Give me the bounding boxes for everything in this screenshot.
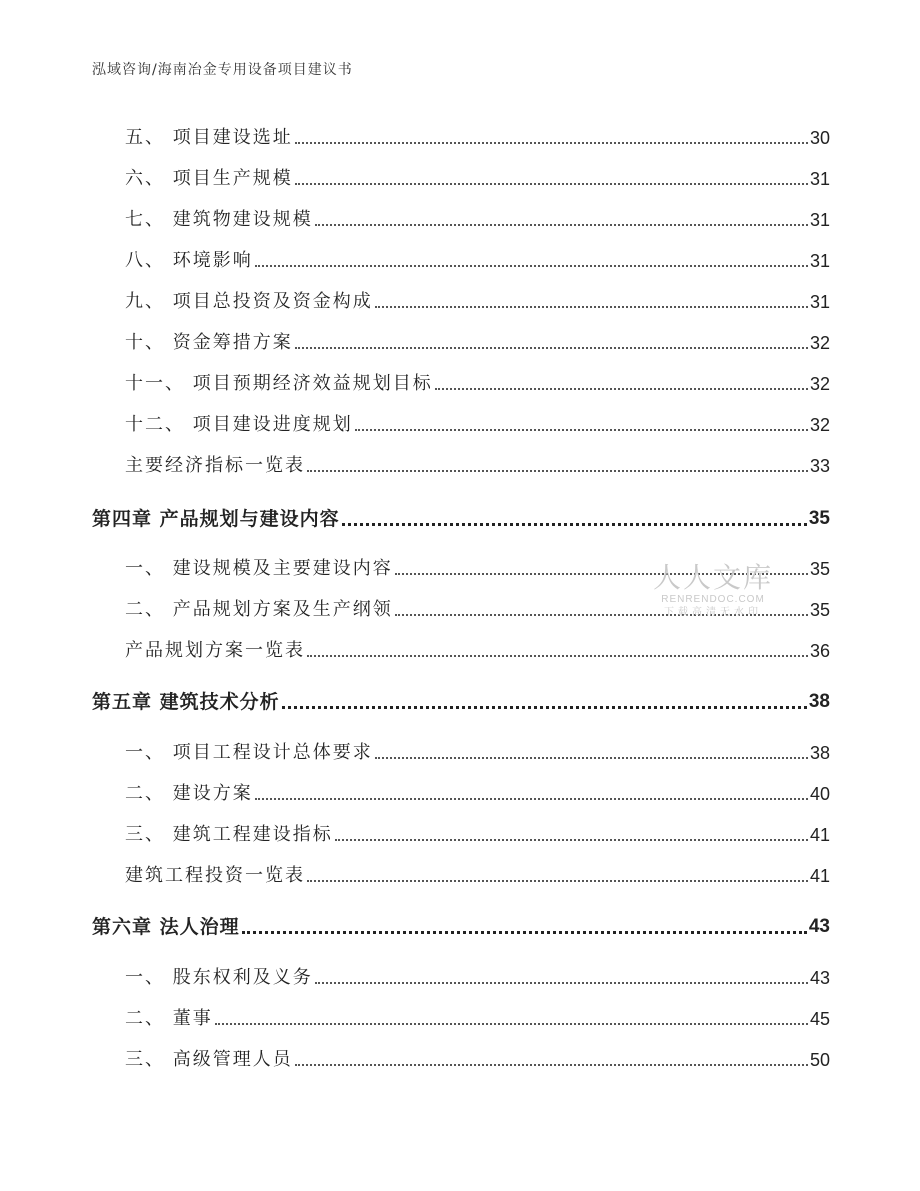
toc-chapter-page: 35 <box>808 508 830 529</box>
dot-leader <box>375 305 808 308</box>
toc-entry-page: 35 <box>809 559 830 579</box>
toc-entry-label: 三、 高级管理人员 <box>125 1049 293 1070</box>
toc-entry-shareholder-rights[interactable] <box>92 960 830 990</box>
toc-chapter-page: 43 <box>808 916 830 937</box>
toc-entry-economic-targets[interactable] <box>92 366 830 396</box>
toc-chapter-label: 第五章 建筑技术分析 <box>92 691 280 713</box>
toc-entry-label: 十二、 项目建设进度规划 <box>125 414 353 435</box>
toc-entry-project-site[interactable] <box>92 120 830 150</box>
toc-entry-page: 36 <box>809 641 830 661</box>
toc-entry-directors[interactable] <box>92 1001 830 1031</box>
toc-entry-label: 六、 项目生产规模 <box>125 168 293 189</box>
toc-entry-label: 九、 项目总投资及资金构成 <box>125 291 373 312</box>
dot-leader <box>255 264 808 267</box>
toc-entry-construction-schedule[interactable] <box>92 407 830 437</box>
toc-entry-page: 32 <box>809 415 830 435</box>
watermark-slogan: 下载高清无水印 <box>664 607 762 618</box>
toc-entry-construction-indicators[interactable] <box>92 817 830 847</box>
dot-leader <box>295 1063 808 1066</box>
toc-entry-key-indicators-table[interactable] <box>92 448 830 478</box>
dot-leader <box>255 797 808 800</box>
toc-entry-page: 50 <box>809 1050 830 1070</box>
toc-entry-product-plan-table[interactable] <box>92 633 830 663</box>
dot-leader <box>295 346 808 349</box>
toc-entry-page: 31 <box>809 251 830 271</box>
toc-entry-construction-investment-table[interactable] <box>92 858 830 888</box>
toc-entry-label: 八、 环境影响 <box>125 250 253 271</box>
toc-entry-label: 建筑工程投资一览表 <box>125 865 305 886</box>
dot-leader <box>295 141 808 144</box>
running-header: 泓域咨询/海南冶金专用设备项目建议书 <box>92 62 353 78</box>
toc-entry-page: 31 <box>809 210 830 230</box>
toc-entry-page: 41 <box>809 866 830 886</box>
dot-leader <box>315 223 808 226</box>
toc-entry-total-investment[interactable] <box>92 284 830 314</box>
toc-entry-production-scale[interactable] <box>92 161 830 191</box>
toc-entry-label: 十、 资金筹措方案 <box>125 332 293 353</box>
watermark <box>648 562 778 620</box>
toc-entry-label: 一、 建设规模及主要建设内容 <box>125 558 393 579</box>
toc-entry-financing-plan[interactable] <box>92 325 830 355</box>
toc-entry-page: 31 <box>809 169 830 189</box>
toc-entry-label: 一、 项目工程设计总体要求 <box>125 742 373 763</box>
dot-leader <box>307 469 808 472</box>
dot-leader <box>307 879 808 882</box>
toc-chapter-4[interactable] <box>92 501 830 531</box>
toc-entry-page: 31 <box>809 292 830 312</box>
toc-entry-environmental-impact[interactable] <box>92 243 830 273</box>
toc-entry-label: 七、 建筑物建设规模 <box>125 209 313 230</box>
dot-leader <box>282 705 807 709</box>
toc-chapter-label: 第四章 产品规划与建设内容 <box>92 508 340 530</box>
toc-entry-label: 二、 建设方案 <box>125 783 253 804</box>
toc-entry-page: 35 <box>809 600 830 620</box>
dot-leader <box>355 428 808 431</box>
toc-entry-page: 41 <box>809 825 830 845</box>
toc-entry-design-requirements[interactable] <box>92 735 830 765</box>
toc-entry-label: 三、 建筑工程建设指标 <box>125 824 333 845</box>
toc-entry-label: 二、 董事 <box>125 1008 213 1029</box>
toc-chapter-page: 38 <box>808 691 830 712</box>
toc-entry-label: 产品规划方案一览表 <box>125 640 305 661</box>
toc-chapter-5[interactable] <box>92 684 830 714</box>
dot-leader <box>295 182 808 185</box>
toc-entry-building-scale[interactable] <box>92 202 830 232</box>
toc-entry-label: 二、 产品规划方案及生产纲领 <box>125 599 393 620</box>
toc-entry-label: 主要经济指标一览表 <box>125 455 305 476</box>
toc-chapter-label: 第六章 法人治理 <box>92 916 240 938</box>
watermark-domain: RENRENDOC.COM <box>661 594 765 605</box>
toc-entry-senior-management[interactable] <box>92 1042 830 1072</box>
toc-entry-page: 32 <box>809 374 830 394</box>
toc-entry-label: 一、 股东权利及义务 <box>125 967 313 988</box>
toc-entry-label: 十一、 项目预期经济效益规划目标 <box>125 373 433 394</box>
toc-entry-page: 30 <box>809 128 830 148</box>
dot-leader <box>215 1022 808 1025</box>
toc-entry-page: 32 <box>809 333 830 353</box>
dot-leader <box>307 654 808 657</box>
toc-entry-page: 40 <box>809 784 830 804</box>
watermark-title: 人人文库 <box>652 561 773 594</box>
dot-leader <box>315 981 808 984</box>
toc-entry-page: 43 <box>809 968 830 988</box>
toc-entry-label: 五、 项目建设选址 <box>125 127 293 148</box>
dot-leader <box>435 387 808 390</box>
dot-leader <box>375 756 808 759</box>
toc-entry-construction-plan[interactable] <box>92 776 830 806</box>
toc-chapter-6[interactable] <box>92 909 830 939</box>
dot-leader <box>242 930 807 934</box>
toc-entry-page: 45 <box>809 1009 830 1029</box>
toc-entry-page: 38 <box>809 743 830 763</box>
toc-entry-page: 33 <box>809 456 830 476</box>
dot-leader <box>342 522 807 526</box>
dot-leader <box>335 838 808 841</box>
